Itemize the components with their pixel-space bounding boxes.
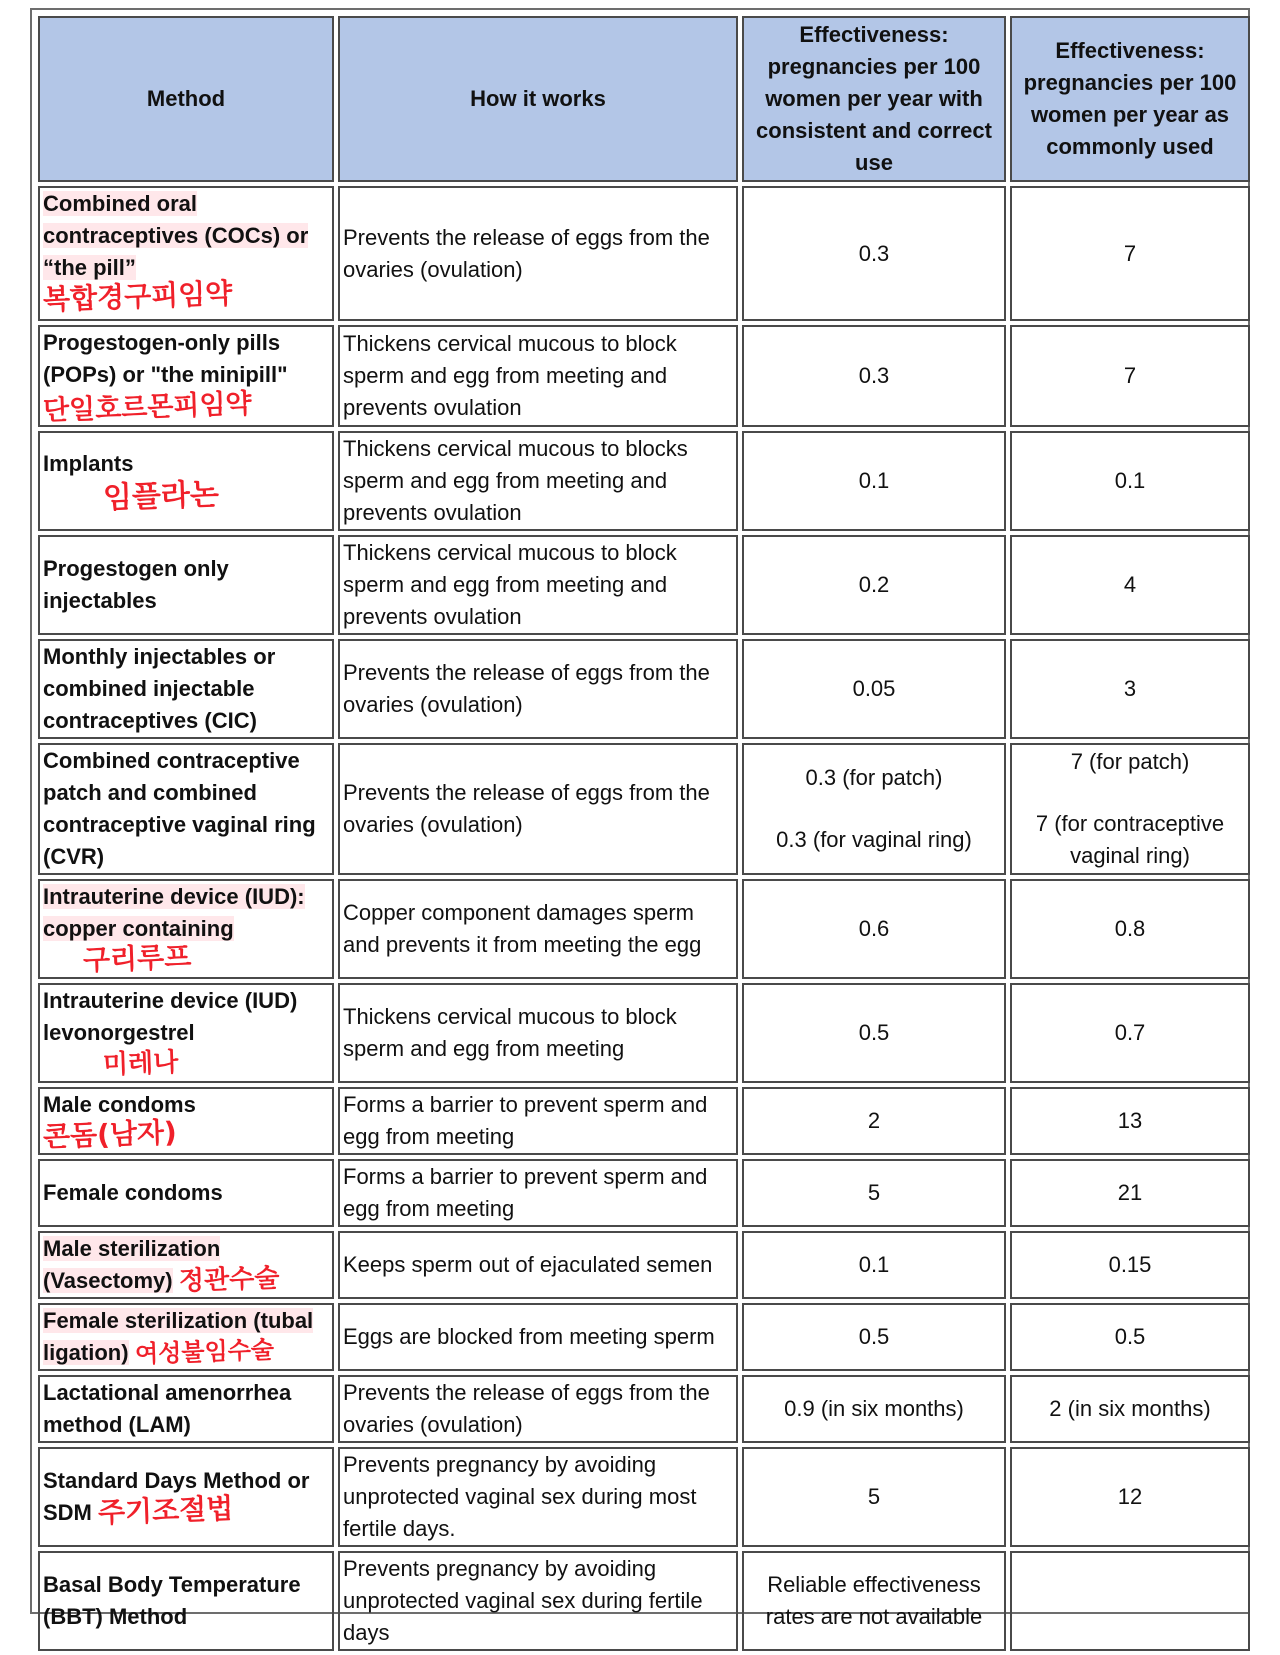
typical-use-cell: 21 [1010,1159,1250,1227]
perfect-use-cell: 5 [742,1159,1006,1227]
method-name: Male sterilization (Vasectomy) [43,1236,221,1293]
perfect-use-cell: 0.1 [742,1231,1006,1299]
method-name: Standard Days Method or SDM [43,1468,310,1525]
perfect-use-cell: 0.6 [742,879,1006,979]
handwritten-note: 콘돔(남자) [42,1115,178,1154]
header-perfect-use: Effectiveness: pregnancies per 100 women per year with consistent and correct use [742,16,1006,182]
method-cell [38,879,334,979]
perfect-use-cell: 5 [742,1447,1006,1547]
method-name: Combined oral contraceptives (COCs) or “the pill” [43,191,309,280]
table-row [38,1159,1250,1227]
perfect-use-cell: 0.05 [742,639,1006,739]
method-cell: Basal Body Temperature (BBT) Method [38,1551,334,1651]
handwritten-note: 단일호르몬피임약 [42,388,253,427]
how-cell: Thickens cervical mucous to blocks sperm and egg from meeting and prevents ovulation [338,431,738,531]
how-cell: Prevents pregnancy by avoiding unprotected vaginal sex during fertile days [338,1551,738,1651]
handwritten-note: 주기조절법 [97,1491,234,1530]
how-cell: Thickens cervical mucous to block sperm and egg from meeting [338,983,738,1083]
method-name: Intrauterine device (IUD) levonorgestrel [43,988,298,1045]
method-cell [38,431,334,531]
how-cell: Thickens cervical mucous to block sperm and egg from meeting and prevents ovulation [338,325,738,427]
typical-use-cell: 12 [1010,1447,1250,1547]
typical-use-patch: 7 (for patch) [1070,749,1190,774]
how-cell: Forms a barrier to prevent sperm and egg from meeting [338,1087,738,1155]
perfect-use-cell: 0.1 [742,431,1006,531]
how-cell: Prevents pregnancy by avoiding unprotected vaginal sex during most fertile days. [338,1447,738,1547]
typical-use-cell: 0.1 [1010,431,1250,531]
how-cell: Copper component damages sperm and prevents it from meeting the egg [338,879,738,979]
typical-use-cell: 2 (in six months) [1010,1375,1250,1443]
how-cell: Eggs are blocked from meeting sperm [338,1303,738,1371]
table-row [38,431,1250,531]
typical-use-cell: 13 [1010,1087,1250,1155]
header-typical-use: Effectiveness: pregnancies per 100 women per year as commonly used [1010,16,1250,182]
typical-use-cell: 0.15 [1010,1231,1250,1299]
perfect-use-cell: 0.9 (in six months) [742,1375,1006,1443]
method-cell [38,325,334,427]
perfect-use-cell: 0.3 [742,186,1006,321]
typical-use-ring: 7 (for contraceptive vaginal ring) [1035,811,1225,868]
method-cell: Combined contraceptive patch and combined contraceptive vaginal ring (CVR) [38,743,334,875]
perfect-use-cell: 0.5 [742,1303,1006,1371]
table-row [38,879,1250,979]
typical-use-cell [1010,743,1250,875]
how-cell: Prevents the release of eggs from the ovaries (ovulation) [338,1375,738,1443]
method-cell [38,983,334,1083]
handwritten-note: 여성불임수술 [134,1335,275,1369]
perfect-use-cell: 2 [742,1087,1006,1155]
header-method: Method [38,16,334,182]
perfect-use-cell: Reliable effectiveness rates are not available [742,1551,1006,1651]
method-cell: Lactational amenorrhea method (LAM) [38,1375,334,1443]
perfect-use-cell: 0.2 [742,535,1006,635]
table-row [38,1231,1250,1299]
table-row [38,1551,1250,1651]
table-row [38,1447,1250,1547]
perfect-use-cell: 0.3 [742,325,1006,427]
method-cell: Progestogen only injectables [38,535,334,635]
table-row [38,325,1250,427]
method-name: Male condoms [43,1092,196,1117]
method-name: Female sterilization (tubal ligation) [43,1308,314,1365]
table-row [38,743,1250,875]
header-how-it-works: How it works [338,16,738,182]
perfect-use-cell: 0.5 [742,983,1006,1083]
method-name: Progestogen-only pills (POPs) or "the minipill" [43,330,288,387]
method-name: Implants [43,450,134,476]
table-row [38,983,1250,1083]
typical-use-cell: 0.5 [1010,1303,1250,1371]
how-cell: Forms a barrier to prevent sperm and egg from meeting [338,1159,738,1227]
table-row [38,535,1250,635]
method-cell [38,1231,334,1299]
method-name: Intrauterine device (IUD): copper containing [43,884,305,941]
method-cell [38,1303,334,1371]
table-row [38,1087,1250,1155]
how-cell: Prevents the release of eggs from the ovaries (ovulation) [338,186,738,321]
how-cell: Prevents the release of eggs from the ovaries (ovulation) [338,743,738,875]
perfect-use-patch: 0.3 (for patch) [805,765,943,790]
handwritten-note: 구리루프 [82,940,192,977]
handwritten-note: 복합경구피임약 [42,276,233,317]
typical-use-cell: 4 [1010,535,1250,635]
how-cell: Prevents the release of eggs from the ovaries (ovulation) [338,639,738,739]
handwritten-note: 임플라논 [102,476,220,516]
handwritten-note: 미레나 [102,1047,179,1081]
perfect-use-ring: 0.3 (for vaginal ring) [776,827,972,852]
method-cell [38,1447,334,1547]
table-row [38,1303,1250,1371]
method-cell [38,1087,334,1155]
typical-use-cell: 3 [1010,639,1250,739]
typical-use-cell: 0.7 [1010,983,1250,1083]
contraception-effectiveness-table [34,12,1254,1655]
method-cell [38,186,334,321]
typical-use-cell: 7 [1010,186,1250,321]
table-row [38,1375,1250,1443]
typical-use-cell: 0.8 [1010,879,1250,979]
perfect-use-cell [742,743,1006,875]
typical-use-cell [1010,1551,1250,1651]
method-cell: Monthly injectables or combined injectable contraceptives (CIC) [38,639,334,739]
how-cell: Keeps sperm out of ejaculated semen [338,1231,738,1299]
how-cell: Thickens cervical mucous to block sperm and egg from meeting and prevents ovulation [338,535,738,635]
table-row [38,186,1250,321]
table-row [38,639,1250,739]
handwritten-note: 정관수술 [178,1263,280,1297]
typical-use-cell: 7 [1010,325,1250,427]
method-cell: Female condoms [38,1159,334,1227]
header-row [38,16,1250,182]
